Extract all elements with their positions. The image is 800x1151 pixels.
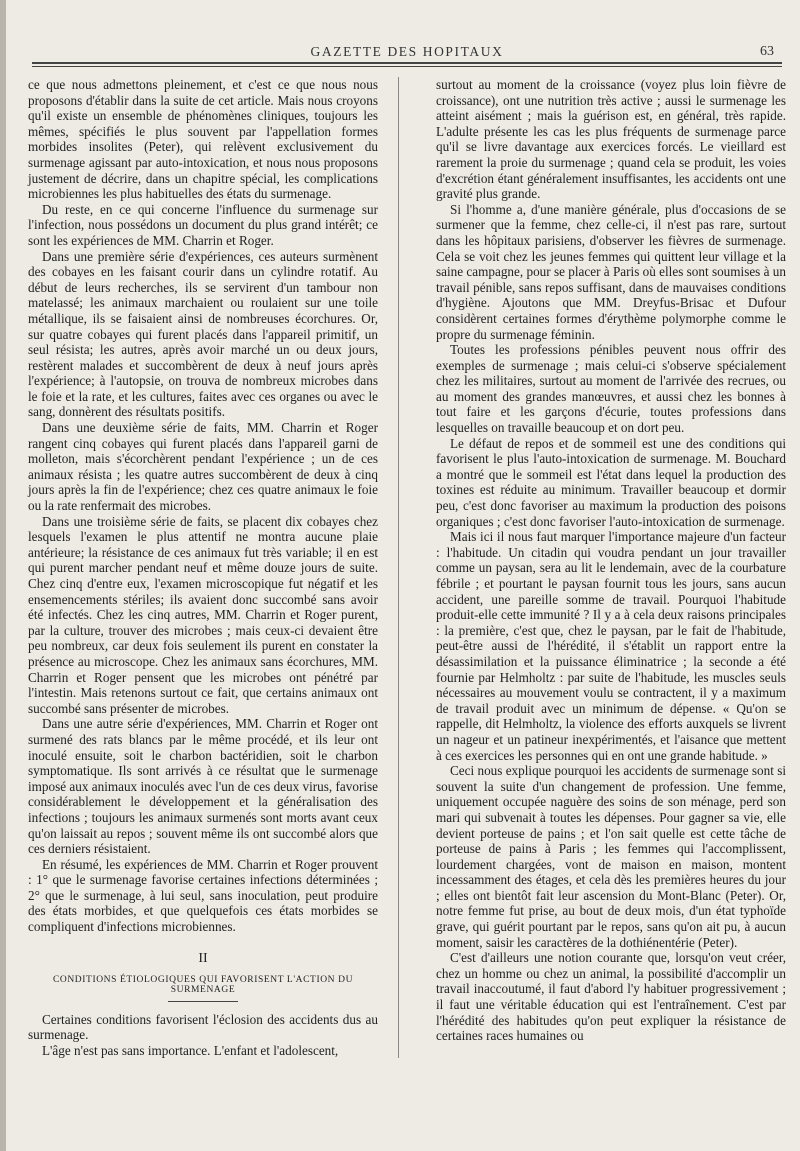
page-header — [28, 0, 786, 62]
section-rule — [168, 1001, 238, 1002]
paragraph: En résumé, les expériences de MM. Charrin et Roger prouvent : 1° que le surmenage favorise certaines infections déterminées ; 2° que le surmenage, à lui seul, sans inoculation, peut produire des états morbides, et que quelquefois ces états morbides se compliquent d'infections microbiennes. — [28, 856, 378, 935]
paragraph: Dans une autre série d'expériences, MM. Charrin et Roger ont surmené des rats blancs par le même procédé, et ils leur ont inoculé ensuite, soit le charbon bactéridien, soit le charbon symptomatique. Ils sont arrivés à ce résultat que le surmenage imposé aux animaux inoculés avec l'un de ces deux virus, favorise considérablement le développement et la généralisation des infections ; toujours les animaux surmenés sont morts avant ceux qu'on laissait au repos ; souvent même ils ont succombé alors que ces derniers résistaient. — [28, 716, 378, 857]
paragraph: Dans une troisième série de faits, se placent dix cobayes chez lesquels l'examen le plus attentif ne montra aucune plaie antérieure; la résistance de ces animaux fut très variable; il en est qui purent marcher pendant neuf et même douze jours de suite. Chez cinq d'entre eux, l'examen microscopique fut négatif et les ensemencements stériles; ils avaient donc succombé sans avoir été infectés. Chez les cinq autres, MM. Charrin et Roger purent, par la culture, trouver des microbes ; mais ceux-ci devaient être peu nombreux, car deux fois seulement ils purent en constater la présence au microscope. Chez les animaux sans écorchures, MM. Charrin et Roger pensent que les microbes ont pénétré par l'intestin. Mais retenons surtout ce fait, que certains animaux ont succombé sans présenter de microbes. — [28, 513, 378, 716]
paragraph: surtout au moment de la croissance (voyez plus loin fièvre de croissance), ont une nutrition très active ; aussi le surmenage les atteint aisément ; mais la guérison est, en général, très rapide. L'adulte présente les cas les plus fréquents de surmenage parce qu'il se livre davantage aux exercices forcés. Le vieillard est rarement la proie du surmenage ; quand cela se produit, les voies d'excrétion étant généralement insuffisantes, les accidents ont une gravité plus grande. — [436, 77, 786, 202]
right-column — [436, 77, 786, 1058]
page-number: 63 — [760, 44, 774, 59]
paragraph: Le défaut de repos et de sommeil est une des conditions qui favorisent le plus l'auto-intoxication de surmenage. M. Bouchard a montré que le sommeil est l'état dans lequel la production des toxines est réduite au minimum. Travailler beaucoup et dormir peu, c'est donc favoriser au maximum la production des poisons organiques ; c'est donc favoriser l'auto-intoxication de surmenage. — [436, 435, 786, 529]
journal-title: GAZETTE DES HOPITAUX — [310, 44, 504, 59]
paragraph: Ceci nous explique pourquoi les accidents de surmenage sont si souvent la suite d'un changement de profession. Une femme, uniquement occupée naguère des soins de son ménage, perd son mari qui subvenait à toutes les dépenses. Pour gagner sa vie, elle devient porteuse de pains ; et l'on sait quelle est cette tâche de porteuse de pains à Paris ; les femmes qui l'accomplissent, lourdement chargées, vont de maison en maison, montent incessamment des étages, et cela dès les premières heures du jour ; elles ont bientôt fait leur ascension du Mont-Blanc (Peter). Or, notre femme fut prise, au bout de deux mois, d'un état typhoïde grave, qui guérit pourtant par le repos, sans qu'on ait pu, à aucun moment, saisir les caractères de la dothiénentérie (Peter). — [436, 763, 786, 950]
paragraph: Dans une deuxième série de faits, MM. Charrin et Roger rangent cinq cobayes qui furent placés dans l'appareil garni de molleton, mais s'écorchèrent pendant l'expérience ; un de ces animaux résista ; les quatre autres succombèrent de deux à cinq jours après la fin de l'expérience; chez ces quatre animaux le foie ou la rate renfermait des microbes. — [28, 420, 378, 514]
column-divider — [398, 77, 399, 1058]
paragraph: Du reste, en ce qui concerne l'influence du surmenage sur l'infection, nous possédons un document du plus grand intérêt; ce sont les expériences de MM. Charrin et Roger. — [28, 201, 378, 248]
header-rule-thin — [32, 66, 782, 67]
text-columns — [28, 77, 786, 1058]
header-rule — [32, 62, 782, 64]
paragraph: Dans une première série d'expériences, ces auteurs surmènent des cobayes en les faisant courir dans un cylindre rotatif. Au début de leurs recherches, ils se servirent d'un tambour non matelassé; les animaux marchaient ou roulaient sur une toile métallique, ils se faisaient ainsi de nombreuses écorchures. Or, sur quatre cobayes qui furent placés dans l'appareil primitif, un seul résista; les autres, après avoir marché un ou deux jours, restèrent malades et succombèrent de deux à neuf jours après l'expérience; à l'autopsie, on trouva de nombreux microbes dans le foie et la rate, et les cultures, faites avec ces organes ou avec le sang, donnèrent des résultats positifs. — [28, 248, 378, 420]
section-number: II — [198, 950, 208, 966]
paragraph: Certaines conditions favorisent l'éclosion des accidents dus au surmenage. — [28, 1011, 378, 1043]
section-title: CONDITIONS ÉTIOLOGIQUES QUI FAVORISENT L'ACTION DU SURMENAGE — [52, 974, 354, 995]
paragraph: Mais ici il nous faut marquer l'importance majeure d'un facteur : l'habitude. Un citadin qui voudra pendant un jour travailler comme un paysan, sera au lit le lendemain, avec de la courbature fébrile ; et pourtant le paysan fournit tous les jours, sans aucun accident, une pareille somme de travail. Pourquoi l'habitude produit-elle cette immunité ? Il y a à cela deux raisons principales : la première, c'est que, chez le paysan, par le fait de l'habitude, peut-être aussi de l'hérédité, il s'établit un rapport entre la désassimilation et la puissance éliminatrice ; la seconde a été fournie par Helmholtz : par suite de l'habitude, les muscles seuls nécessaires au mouvement voulu se contractent, il y a maximum de travail produit avec un minimum de dépense. « Qu'on se rappelle, dit Helmholtz, la violence des efforts auxquels se livrent un nageur et un patineur inexpérimentés, et l'aisance que mettent à ces exercices les personnes qui en ont une grande habitude. » — [436, 529, 786, 763]
paragraph: C'est d'ailleurs une notion courante que, lorsqu'on veut créer, chez un homme ou chez un animal, la possibilité d'accomplir un travail inaccoutumé, il faut d'abord l'y habituer progressivement ; il faut une véritable éducation qui est l'entraînement. C'est par l'hérédité des habitudes qu'on peut expliquer la résistance de certaines races humaines ou — [436, 950, 786, 1044]
left-column — [28, 77, 378, 1058]
paragraph: Toutes les professions pénibles peuvent nous offrir des exemples de surmenage ; mais celui-ci s'observe spécialement chez les militaires, surtout au moment de l'arrivée des recrues, ou au moment des grandes manœuvres, et aussi chez les bonnes à tout faire et les garçons d'écurie, toutes professions dans lesquelles on travaille beaucoup et on dort peu. — [436, 342, 786, 436]
paragraph: Si l'homme a, d'une manière générale, plus d'occasions de se surmener que la femme, chez celle-ci, il n'est pas rare, surtout dans les hôpitaux parisiens, d'observer les fièvres de surmenage. Cela se voit chez les jeunes femmes qui quittent leur village et la saine campagne, pour se placer à Paris où elles sont soumises à un travail pénible, sans repos suffisant, dans de mauvaises conditions d'hygiène. Ajoutons que MM. Dreyfus-Brisac et Dufour considèrent certaines formes d'érythème polymorphe comme le propre du surmenage féminin. — [436, 201, 786, 342]
paragraph: ce que nous admettons pleinement, et c'est ce que nous nous proposons d'établir dans la suite de cet article. Mais nous croyons qu'il existe un ensemble de phénomènes cliniques, toujours les mêmes, spécifiés le plus souvent par l'appellation formes morbides insolites (Peter), qui relèvent exclusivement du surmenage agissant par auto-intoxication, et nous nous proposons justement de décrire, dans un chapitre spécial, les complications microbiennes les plus habituelles des états du surmenage. — [28, 77, 378, 202]
paragraph: L'âge n'est pas sans importance. L'enfant et l'adolescent, — [42, 1042, 339, 1058]
